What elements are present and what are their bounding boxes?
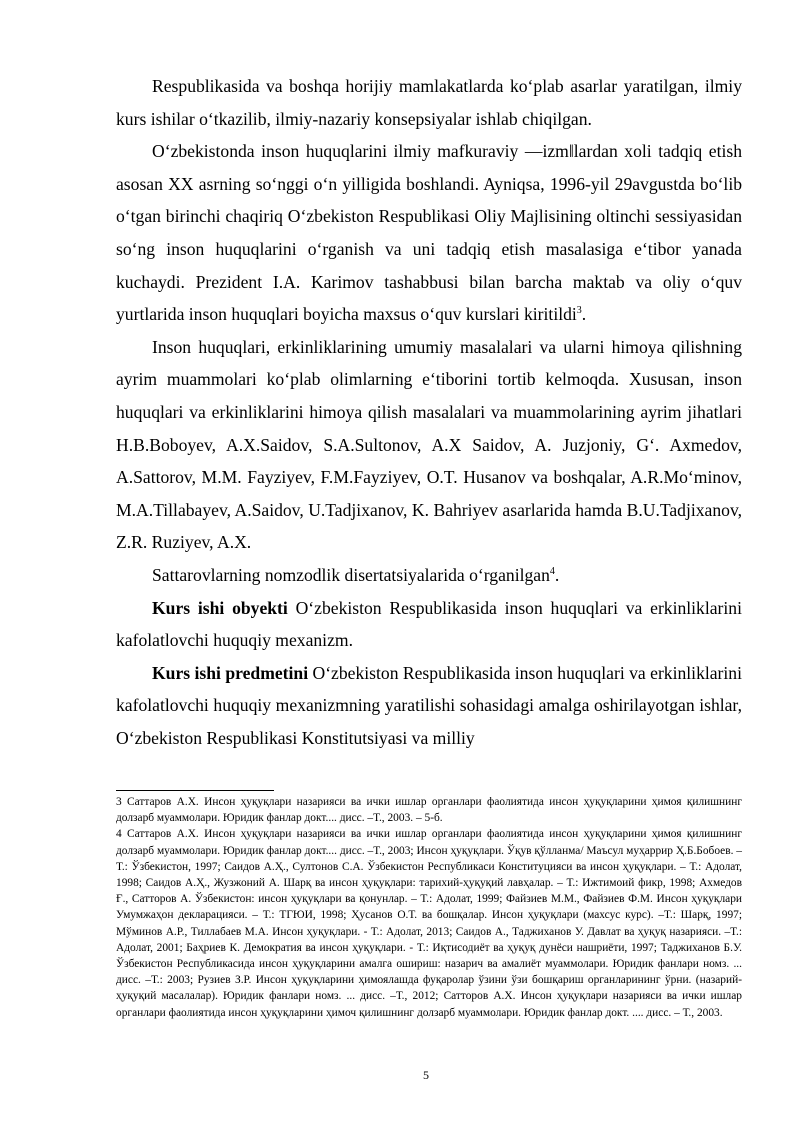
paragraph-6-text: O‘zbekiston Respublikasida inson huquqlari va erkinliklarini kafolatlovchi huquqiy mexanizmning yaratilishi sohasidagi amalga oshirilayotgan ishlar, O‘zbekiston Respublikasi Konstitutsiyasi va milliy: [116, 662, 742, 748]
paragraph-5: [116, 592, 742, 657]
footnote-separator: [116, 790, 274, 791]
paragraph-4: [116, 559, 742, 592]
paragraph-5-text: O‘zbekiston Respublikasida inson huquqlari va erkinliklarini kafolatlovchi huquqiy mexanizm.: [116, 597, 742, 651]
course-subject-heading: Kurs ishi predmetini: [152, 662, 309, 683]
paragraph-1-text: Respublikasida va boshqa horijiy mamlakatlarda ko‘plab asarlar yaratilgan, ilmiy kurs ishilar o‘tkazilib, ilmiy-nazariy konsepsiyalar ishlab chiqilgan.: [116, 76, 742, 129]
footnote-ref-4[interactable]: 4: [549, 566, 555, 578]
footnotes: [116, 794, 742, 1021]
paragraph-4-end: .: [554, 564, 560, 585]
paragraph-3: [116, 331, 742, 559]
body-text: [116, 70, 742, 754]
paragraph-6: [116, 657, 742, 755]
paragraph-4-text: Sattarovlarning nomzodlik disertatsiyalarida o‘rganilgan: [152, 564, 550, 585]
paragraph-2-text: O‘zbekistonda inson huquqlarini ilmiy mafkuraviy ―izmǁlardan xoli tadqiq etish asosan XX asrning so‘nggi o‘n yilligida boshlandi. Ayniqsa, 1996-yil 29avgustda bo‘lib o‘tgan birinchi chaqiriq O‘zbekiston Respublikasi Oliy Majlisining oltinchi sessiyasidan so‘ng inson huquqlarini o‘rganish va uni tadqiq etish masalasiga e‘tibor yanada kuchaydi. Prezident I.A. Karimov tashabbusi bilan barcha maktab va oliy o‘quv yurtlarida inson huquqlari boyicha maxsus o‘quv kurslari kiritildi: [116, 141, 742, 325]
footnote-4: 4 Саттаров А.Х. Инсон ҳуқуқлари назарияси ва ички ишлар органлари фаолиятида инсон ҳуқуқларини ҳимоя қилишнинг долзарб муаммолари. Юридик фанлар докт.... дисс. –Т., 2003; Инсон ҳуқуқлари. Ўқув қўлланма/ Маъсул муҳаррир Ҳ.Б.Бобоев. – Т.: Ўзбекистон, 1997; Саидов А.Ҳ., Султонов С.А. Ўзбекистон Республикаси Конституцияси ва инсон ҳуқуқлари. – Т.: Адолат, 1998; Саидов А.Ҳ., Жузжоний А. Шарқ ва инсон ҳуқуқлари: тарихий-ҳуқуқий лавҳалар. – Т.: Ижтимоий фикр, 1998; Ахмедов Ғ., Сатторов А. Ўзбекистон: инсон ҳуқуқлари ва қонунлар. – Т.: Адолат, 1999; Файзиев М.М., Файзиев Ф.М. Инсон ҳуқуқлари Умумжаҳон декларацияси. – Т.: ТГЮИ, 1998; Ҳусанов О.Т. ва бошқалар. Инсон ҳуқуқлари (махсус курс). –Т.: Шарқ, 1997; Мўминов А.Р., Тиллабаев М.А. Инсон ҳуқуқлари. - Т.: Адолат, 2013; Саидов А., Таджиханов У. Давлат ва ҳуқуқ назарияси. –Т.: Адолат, 2001; Баҳриев К. Демократия ва инсон ҳуқуқлари. - Т.: Иқтисодиёт ва ҳуқуқ дунёси нашриёти, 1997; Таджиханов Б.У. Ўзбекистон Республикасида инсон ҳуқуқларини амалга ошириш: назарич ва амалиёт муаммолари. Юридик фанлари номз. ... дисс. –Т.: 2003; Рузиев З.Р. Инсон ҳуқуқларини ҳимоялашда фуқаролар ўзини ўзи бошқариш органларининг ўрни. (назарий-ҳуқуқий масалалар). Юридик фанлари номз. ... дисс. –Т., 2012; Сатторов А.Х. Инсон ҳуқуқлари назарияси ва ички ишлар органлари фаолиятида инсон ҳуқуқларини ҳимоч қилишнинг долзарб муаммолари. Юридик фанлар докт. .... дисс. – Т., 2003.: [116, 828, 742, 1019]
paragraph-3-text: Inson huquqlari, erkinliklarining umumiy masalalari va ularni himoya qilishning ayrim muammolari ko‘plab olimlarning e‘tiborini tortib kelmoqda. Xususan, inson huquqlari va erkinliklarini himoya qilish masalalari va muammolarining ayrim jihatlari H.B.Boboyev, A.X.Saidov, S.A.Sultonov, A.X Saidov, A. Juzjoniy, G‘. Axmedov, A.Sattorov, M.M. Fayziyev, F.M.Fayziyev, O.T. Husanov va boshqalar, A.R.Mo‘minov, M.A.Tillabayev, A.Saidov, U.Tadjixanov, K. Bahriyev asarlarida hamda B.U.Tadjixanov, Z.R. Ruziyev, A.X.: [116, 336, 742, 553]
paragraph-1: [116, 70, 742, 135]
course-object-heading: Kurs ishi obyekti: [152, 597, 288, 618]
page-number: 5: [423, 1068, 429, 1082]
footnote-3: 3 Саттаров А.Х. Инсон ҳуқуқлари назарияси ва ички ишлар органлари фаолиятида инсон ҳуқуқларини ҳимоя қилишнинг долзарб муаммолари. Юридик фанлар докт.... дисс. –Т., 2003. – 5-б.: [116, 796, 742, 825]
paragraph-2: [116, 135, 742, 331]
paragraph-2-end: .: [581, 304, 587, 325]
footnote-ref-3[interactable]: 3: [576, 305, 582, 317]
